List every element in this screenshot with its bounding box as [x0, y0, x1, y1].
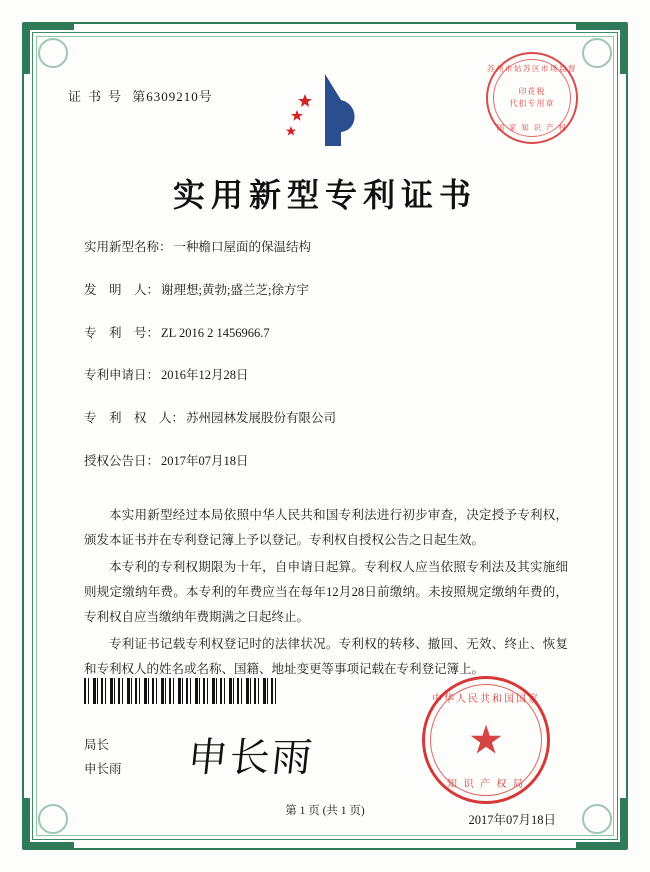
director-name-label: 申长雨	[84, 761, 122, 776]
field-label: 专利申请日：	[84, 368, 160, 383]
page-footer: 第 1 页 (共 1 页)	[285, 805, 365, 817]
field-value: 谢理想;黄勃;盛兰芝;徐方宇	[161, 282, 309, 297]
barcode	[84, 678, 280, 704]
office-seal-arc-bottom: 知 识 产 权 局	[447, 779, 525, 790]
handwritten-signature: 申长雨	[185, 735, 317, 781]
issue-date: 2017年07月18日	[468, 813, 556, 827]
stamp-duty-seal-line1: 印花税	[518, 87, 546, 96]
certificate-body-text	[84, 503, 568, 684]
stamp-duty-seal-arc-top: 苏州市姑苏区市场监督	[487, 64, 577, 73]
office-seal-arc-top: 中华人民共和国国家	[432, 694, 540, 705]
certificate-content	[48, 48, 602, 827]
field-label: 专 利 权 人：	[84, 411, 185, 425]
paragraph-3: 专利证书记载专利权登记时的法律状况。专利权的转移、撤回、无效、终止、恢复和专利权人的姓名或名称、国籍、地址变更等事项记载在专利登记簿上。	[84, 637, 568, 676]
field-application-date	[84, 366, 572, 385]
stamp-duty-seal-line2: 代扣专用章	[509, 99, 555, 108]
field-value: 苏州园林发展股份有限公司	[186, 411, 337, 425]
field-value: 一种檐口屋面的保温结构	[173, 240, 312, 254]
certificate-number	[68, 86, 213, 105]
stamp-duty-seal-arc-bottom: 国 家 知 识 产 权	[496, 123, 568, 132]
certificate-number-label: 证书号	[68, 89, 129, 104]
signature-block	[84, 734, 122, 782]
director-title-label: 局长	[84, 738, 110, 752]
field-value: 2017年07月18日	[161, 453, 249, 468]
field-label: 专 利 号：	[84, 325, 160, 340]
field-label: 实用新型名称：	[84, 240, 172, 254]
official-office-seal	[422, 676, 550, 804]
certificate-number-value: 第6309210号	[132, 89, 213, 104]
field-inventor	[84, 281, 572, 300]
paragraph-2: 本专利的专利权期限为十年，自申请日起算。专利权人应当依照专利法及其实施细则规定缴纳年费。本专利的年费应当在每年12月28日前缴纳。未按照规定缴纳年费的，专利权自应当缴纳年费期满之日起终止。	[84, 560, 568, 624]
field-patent-number	[84, 324, 572, 343]
paragraph-1: 本实用新型经过本局依照中华人民共和国专利法进行初步审查，决定授予专利权，颁发本证书并在专利登记簿上予以登记。专利权自授权公告之日起生效。	[84, 508, 568, 547]
star-icon: ★	[468, 717, 504, 763]
field-announcement-date	[84, 452, 572, 471]
page-title: 实用新型专利证书	[172, 176, 477, 214]
field-label: 发 明 人：	[84, 282, 160, 297]
field-value: 2016年12月28日	[161, 368, 249, 383]
certificate-fields	[84, 238, 572, 495]
sipo-logo-icon	[279, 70, 371, 154]
field-label: 授权公告日：	[84, 453, 160, 468]
stamp-duty-seal	[486, 52, 578, 144]
field-value: ZL 2016 2 1456966.7	[161, 325, 270, 340]
field-utility-model-name	[84, 238, 572, 257]
field-patentee	[84, 409, 572, 428]
